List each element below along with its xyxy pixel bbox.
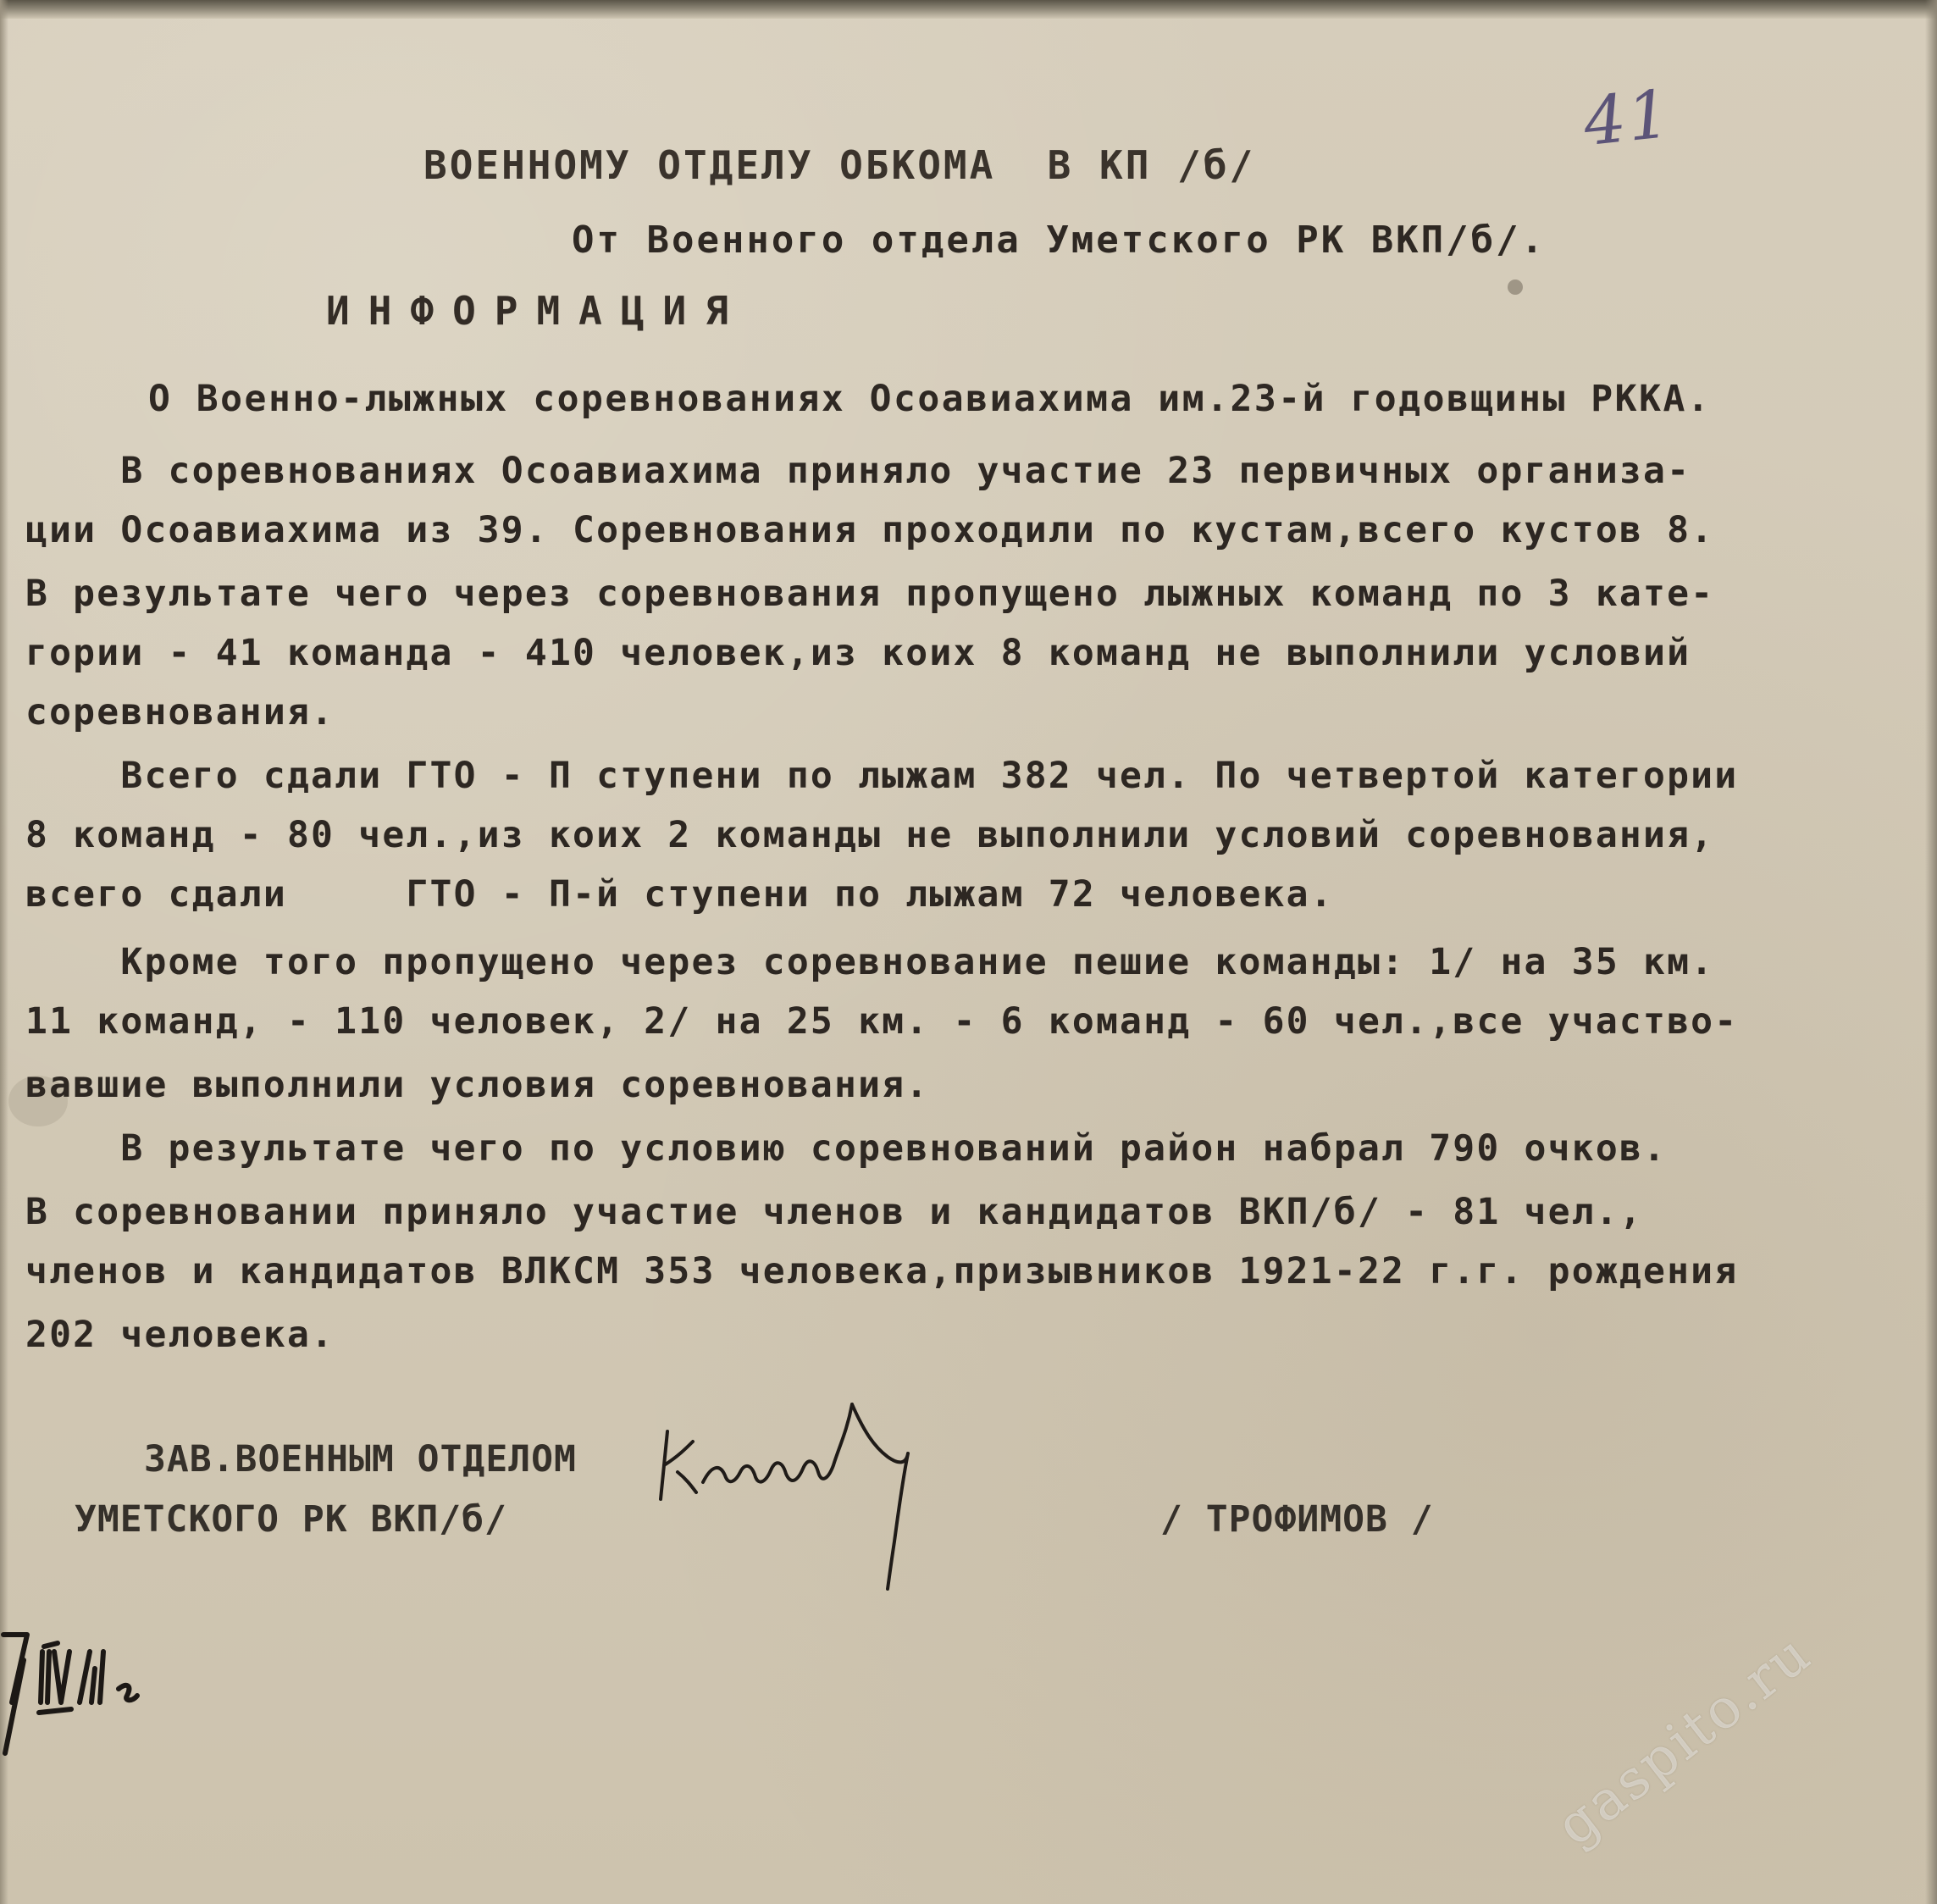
handwritten-signature [652,1398,991,1592]
body-line: Кроме того пропущено через соревнование пешие команды: 1/ на 35 км. [25,941,1715,983]
body-line: ции Осоавиахима из 39. Соревнования проходили по кустам,всего кустов 8. [25,509,1715,551]
body-line: 202 человека. [25,1314,335,1356]
scan-right-edge [1925,0,1937,1904]
signatory-position-line-1: ЗАВ.ВОЕННЫМ ОТДЕЛОМ [144,1438,577,1481]
body-line: членов и кандидатов ВЛКСМ 353 человека,призывников 1921-22 г.г. рождения [25,1250,1739,1292]
body-line: 8 команд - 80 чел.,из коих 2 команды не выполнили условий соревнования, [25,814,1715,856]
body-line: вавшие выполнили условия соревнования. [25,1064,930,1106]
body-line: Всего сдали ГТО - П ступени по лыжам 382 чел. По четвертой категории [25,755,1739,797]
body-line: В соревновании приняло участие членов и кандидатов ВКП/б/ - 81 чел., [25,1191,1643,1233]
signatory-name: / ТРОФИМОВ / [1160,1498,1434,1541]
signatory-position-line-2: УМЕТСКОГО РК ВКП/б/ [75,1498,507,1541]
scan-top-edge [0,0,1937,19]
handwritten-date-mark [0,1618,178,1787]
body-line: 11 команд, - 110 человек, 2/ на 25 км. - 6 команд - 60 чел.,все участво- [25,1000,1739,1043]
body-line: всего сдали ГТО - П-й ступени по лыжам 72 человека. [25,873,1334,916]
folio-number: 41 [1580,75,1675,162]
body-line: В соревнованиях Осоавиахима приняло участие 23 первичных организа- [25,450,1691,492]
sender-line: От Военного отдела Уметского РК ВКП/б/. [572,219,1547,262]
addressee-line: ВОЕННОМУ ОТДЕЛУ ОБКОМА В КП /б/ [423,142,1256,188]
site-watermark: gaspito.ru [1545,1621,1824,1858]
body-line: гории - 41 команда - 410 человек,из коих 8 команд не выполнили условий [25,632,1691,674]
body-line: В результате чего по условию соревнований район набрал 790 очков. [25,1127,1668,1170]
document-title: ИНФОРМАЦИЯ [326,288,747,334]
body-line: соревнования. [25,691,335,733]
body-line: В результате чего через соревнования пропущено лыжных команд по 3 кате- [25,573,1715,615]
paper-stain [1508,280,1523,295]
subject-line: О Военно-лыжных соревнованиях Осоавиахима им.23-й годовщины РККА. [148,378,1712,420]
